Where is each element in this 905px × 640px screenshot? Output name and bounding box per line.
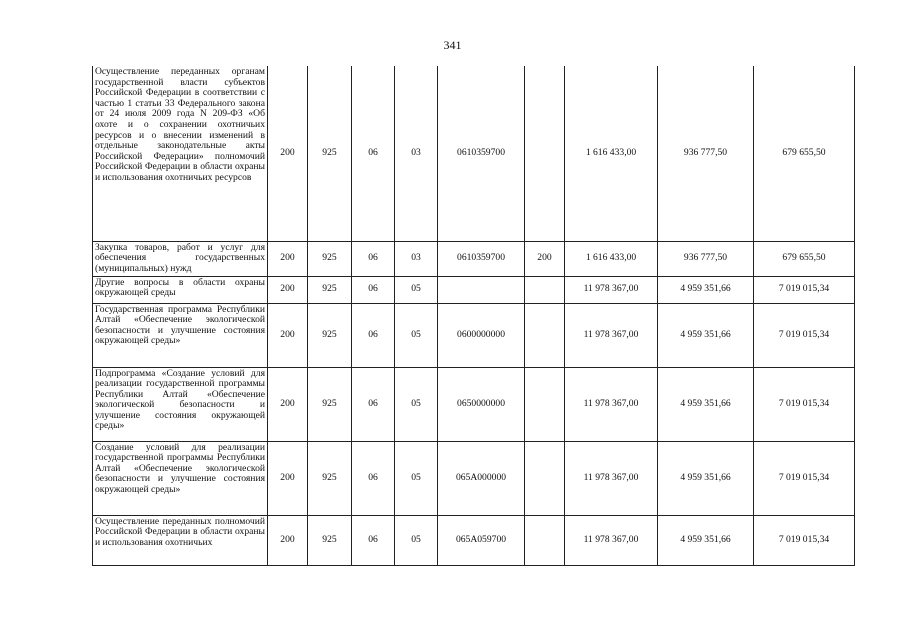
table-row [93,303,855,367]
expense-type-cell [525,515,565,565]
amount-2019-cell: 7 019 015,34 [754,367,855,441]
target-article-cell: 0600000000 [438,303,525,367]
row-description: Осуществление переданных полномочий Российской Федерации в области охраны и использования охотничьих [93,515,268,565]
amount-2019-cell: 7 019 015,34 [754,441,855,515]
subsection-code-cell: 05 [395,515,438,565]
section-code-cell: 06 [352,303,395,367]
amount-2017-cell: 11 978 367,00 [565,367,658,441]
target-article-cell: 0650000000 [438,367,525,441]
subsection-code-cell: 05 [395,303,438,367]
section-code-cell: 06 [352,441,395,515]
amount-2019-cell: 679 655,50 [754,241,855,276]
subsection-code-cell: 03 [395,241,438,276]
expense-type-cell [525,441,565,515]
target-article-cell: 0610359700 [438,241,525,276]
section-code-cell: 06 [352,367,395,441]
table-row [93,66,855,241]
ministry-code-cell: 925 [308,241,352,276]
ministry-code-cell: 925 [308,66,352,241]
admin-code-cell: 200 [268,515,308,565]
expense-type-cell [525,66,565,241]
table-row [93,276,855,303]
amount-2017-cell: 11 978 367,00 [565,276,658,303]
row-description: Создание условий для реализации государственной программы Республики Алтай «Обеспечение экологической безопасности и улучшение состояния окружающей среды» [93,441,268,515]
row-description: Осуществление переданных органам государственной власти субъектов Российской Федерации в соответствии с частью 1 статьи 33 Федерального закона от 24 июля 2009 года N 209-ФЗ «Об охоте и о сохранении охотничьих ресурсов и о внесении изменений в отдельные законодательные акты Российской Федерации» полномочий Российской Федерации в области охраны и использования охотничьих ресурсов [93,66,268,241]
table-body [93,66,855,565]
amount-2017-cell: 11 978 367,00 [565,303,658,367]
section-code-cell: 06 [352,241,395,276]
admin-code-cell: 200 [268,241,308,276]
section-code-cell: 06 [352,66,395,241]
table-row [93,441,855,515]
amount-2018-cell: 4 959 351,66 [658,276,754,303]
ministry-code-cell: 925 [308,515,352,565]
row-description: Другие вопросы в области охраны окружающей среды [93,276,268,303]
amount-2019-cell: 7 019 015,34 [754,303,855,367]
amount-2017-cell: 1 616 433,00 [565,241,658,276]
table-row [93,241,855,276]
row-description: Государственная программа Республики Алтай «Обеспечение экологической безопасности и улучшение состояния окружающей среды» [93,303,268,367]
amount-2018-cell: 4 959 351,66 [658,367,754,441]
ministry-code-cell: 925 [308,276,352,303]
amount-2017-cell: 11 978 367,00 [565,515,658,565]
subsection-code-cell: 05 [395,441,438,515]
subsection-code-cell: 05 [395,276,438,303]
admin-code-cell: 200 [268,367,308,441]
amount-2018-cell: 936 777,50 [658,66,754,241]
target-article-cell: 0610359700 [438,66,525,241]
ministry-code-cell: 925 [308,441,352,515]
row-description: Подпрограмма «Создание условий для реализации государственной программы Республики Алтай «Обеспечение экологической безопасности и улучшение состояния окружающей среды» [93,367,268,441]
amount-2019-cell: 679 655,50 [754,66,855,241]
budget-table [92,66,855,566]
subsection-code-cell: 03 [395,66,438,241]
admin-code-cell: 200 [268,276,308,303]
expense-type-cell [525,276,565,303]
amount-2018-cell: 936 777,50 [658,241,754,276]
amount-2018-cell: 4 959 351,66 [658,441,754,515]
expense-type-cell [525,367,565,441]
expense-type-cell [525,303,565,367]
page-number: 341 [443,38,462,52]
amount-2017-cell: 1 616 433,00 [565,66,658,241]
target-article-cell [438,276,525,303]
amount-2017-cell: 11 978 367,00 [565,441,658,515]
ministry-code-cell: 925 [308,303,352,367]
target-article-cell: 065А000000 [438,441,525,515]
amount-2018-cell: 4 959 351,66 [658,303,754,367]
expense-type-cell: 200 [525,241,565,276]
amount-2018-cell: 4 959 351,66 [658,515,754,565]
admin-code-cell: 200 [268,303,308,367]
row-description: Закупка товаров, работ и услуг для обеспечения государственных (муниципальных) нужд [93,241,268,276]
section-code-cell: 06 [352,276,395,303]
admin-code-cell: 200 [268,441,308,515]
target-article-cell: 065А059700 [438,515,525,565]
subsection-code-cell: 05 [395,367,438,441]
amount-2019-cell: 7 019 015,34 [754,276,855,303]
ministry-code-cell: 925 [308,367,352,441]
admin-code-cell: 200 [268,66,308,241]
amount-2019-cell: 7 019 015,34 [754,515,855,565]
table-row [93,515,855,565]
table-row [93,367,855,441]
section-code-cell: 06 [352,515,395,565]
